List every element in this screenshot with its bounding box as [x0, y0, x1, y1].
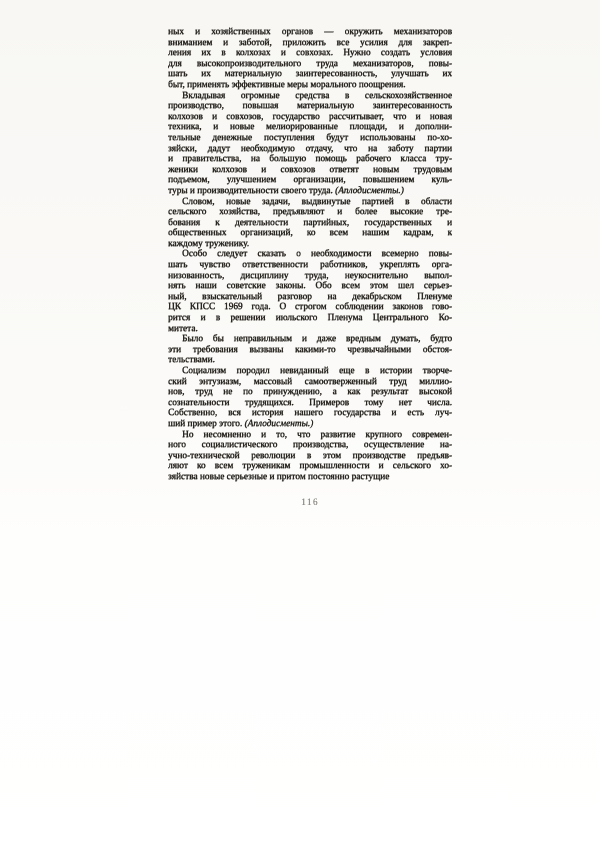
- text-line: зяйски, дадут необходимую отдачу, что на заботу партии: [168, 143, 452, 154]
- body-text-block: [168, 27, 452, 483]
- text-line: колхозов и совхозов, государство рассчитывает, что и новая: [168, 111, 452, 122]
- text-line: Особо следует сказать о необходимости всемерно повы-: [182, 249, 452, 260]
- text-line: нов, труд не по принуждению, а как результат высокой: [168, 387, 452, 398]
- text-line: Словом, новые задачи, выдвинутые партией в области: [182, 196, 452, 207]
- text-line: зяйства новые серьезные и притом постоянно растущие: [168, 471, 390, 482]
- text-line: Социализм породил невиданный еще в истории творче-: [182, 366, 452, 376]
- text-line: каждому труженику.: [168, 238, 250, 249]
- text-line: ЦК КПСС 1969 года. О строгом соблюдении законов гово-: [168, 302, 452, 313]
- text-line: тельствами.: [168, 355, 215, 366]
- text-line: ший пример этого. (Аплодисменты.): [168, 418, 314, 429]
- text-line: Собственно, вся история нашего государства и есть луч-: [168, 408, 452, 419]
- text-line: техника, и новые мелиорированные площади, и дополни-: [168, 122, 452, 133]
- text-line: тельные денежные поступления будут использованы по-хо-: [168, 132, 452, 143]
- stage-direction-italic: (Аплодисменты.): [244, 418, 314, 429]
- text-line: для высокопроизводительного труда механизаторов, повы-: [168, 58, 452, 69]
- text-line: низованность, дисциплину труда, неукоснительно выпол-: [168, 270, 452, 281]
- stage-direction-italic: (Аплодисменты.): [335, 185, 404, 196]
- text-line: учно-технической революции в этом производстве предъяв-: [168, 450, 452, 461]
- text-line: сознательности трудящихся. Примеров тому нет числа.: [168, 397, 452, 408]
- paragraph: [168, 249, 452, 334]
- text-line: ных и хозяйственных органов — окружить механизаторов: [168, 27, 452, 37]
- text-line: производство, повышая материальную заинтересованность: [168, 101, 452, 112]
- paragraph: [168, 334, 452, 366]
- text-line: бования к деятельности партийных, государственных и: [168, 217, 452, 228]
- paragraph: [168, 27, 452, 91]
- text-line: Но несомненно и то, что развитие крупного современ-: [182, 429, 452, 440]
- text-line: Вкладывая огромные средства в сельскохозяйственное: [182, 90, 452, 101]
- text-line: сельского хозяйства, предъявляют и более высокие тре-: [168, 207, 452, 218]
- text-line: митета.: [168, 323, 198, 334]
- page-number: 116: [301, 497, 319, 507]
- text-line: Было бы неправильным и даже вредным думать, будто: [182, 334, 452, 345]
- text-line: ный, взыскательный разговор на декабрьском Пленуме: [168, 291, 452, 302]
- text-line: женики колхозов и совхозов ответят новым трудовым: [168, 164, 452, 175]
- text-line: туры и производительности своего труда. (Аплодисменты.): [168, 185, 404, 196]
- text-line: эти требования вызваны какими-то чрезвычайными обстоя-: [168, 344, 452, 355]
- paragraph: [168, 366, 452, 430]
- text-line: шать их материальную заинтересованность, улучшать их: [168, 69, 452, 80]
- text-line: шать чувство ответственности работников, укреплять орга-: [168, 260, 452, 271]
- text-line: и правительства, на большую помощь рабочего класса тру-: [168, 154, 452, 165]
- text-line: ляют ко всем труженикам промышленности и сельского хо-: [168, 461, 452, 472]
- text-line: общественных организаций, ко всем нашим кадрам, к: [168, 228, 452, 239]
- text-line: рится и в решении июльского Пленума Центрального Ко-: [168, 313, 452, 324]
- text-line: подъемом, улучшением организации, повышением куль-: [168, 175, 452, 186]
- text-line: ления их в колхозах и совхозах. Нужно создать условия: [168, 48, 452, 59]
- paragraph: [168, 197, 452, 250]
- paragraph: [168, 430, 452, 483]
- text-line: ский энтузиазм, массовый самоотверженный труд миллио-: [168, 376, 452, 387]
- text-line: быт, применять эффективные меры морального поощрения.: [168, 79, 406, 90]
- paragraph: [168, 91, 452, 197]
- text-line: вниманием и заботой, приложить все усилия для закреп-: [168, 37, 452, 48]
- text-line: нять наши советские законы. Обо всем этом шел серьез-: [168, 281, 452, 292]
- text-line: ного социалистического производства, осуществление на-: [168, 440, 452, 451]
